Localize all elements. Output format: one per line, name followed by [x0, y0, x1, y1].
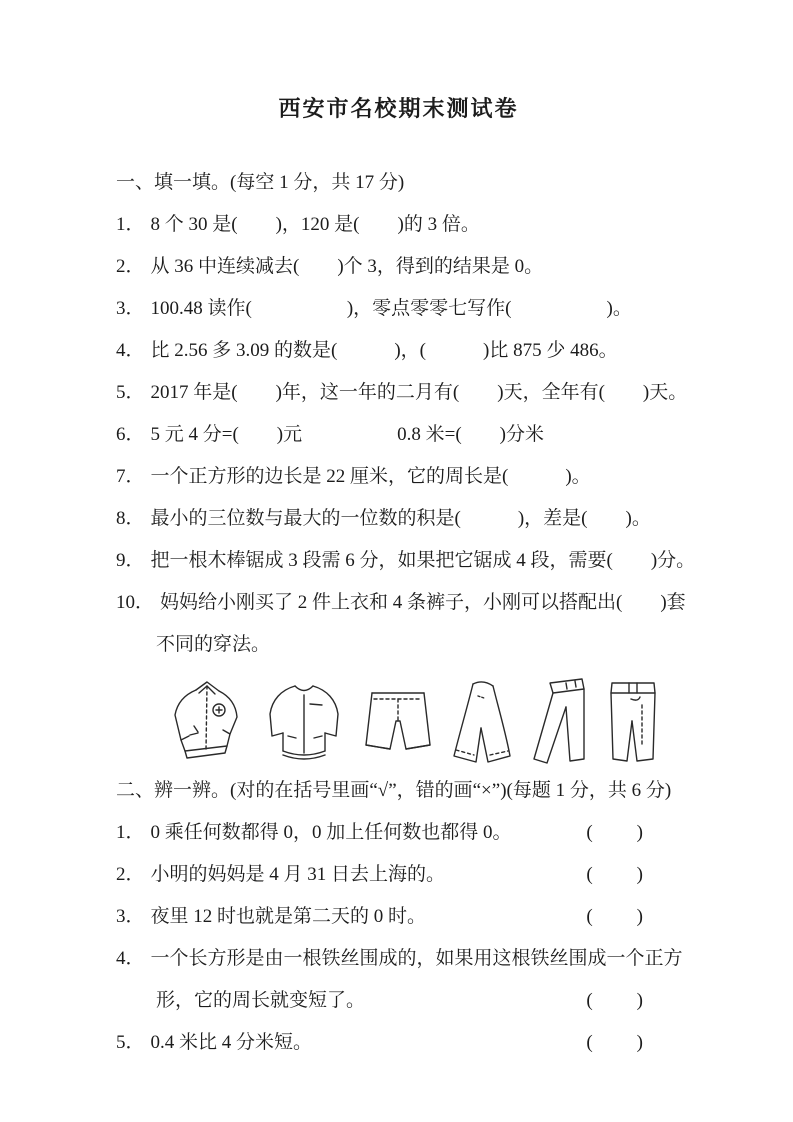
question-item: [116, 422, 681, 448]
question-number: 1．: [116, 214, 145, 235]
question-text: 妈妈给小刚买了 2 件上衣和 4 条裤子，小刚可以搭配出( )套: [160, 592, 686, 613]
question-number: 6．: [116, 424, 145, 445]
question-item: [116, 338, 681, 364]
shorts-image: [362, 681, 434, 763]
question-item: [116, 254, 681, 280]
question-text: 2017 年是( )年，这一年的二月有( )天，全年有( )天。: [150, 382, 688, 403]
question-text: 小明的妈妈是 4 月 31 日去上海的。: [150, 864, 446, 885]
question-number: 3．: [116, 298, 145, 319]
question-item: [116, 380, 688, 406]
question-item: [116, 904, 681, 930]
question-item: [116, 820, 681, 846]
answer-bracket: ( ): [586, 990, 645, 1011]
jacket-with-emblem-image: [166, 678, 246, 766]
answer-bracket: ( ): [586, 1032, 645, 1053]
flared-pants-image: [450, 676, 514, 768]
question-item: [116, 946, 681, 972]
question-text: 形，它的周长就变短了。: [156, 990, 366, 1011]
question-number: 4．: [116, 340, 145, 361]
question-text: 一个长方形是由一根铁丝围成的，如果用这根铁丝围成一个正方: [150, 948, 683, 969]
question-text-continuation-row: [116, 988, 681, 1014]
question-item: [116, 862, 681, 888]
question-number: 5．: [116, 1032, 145, 1053]
question-text: 8 个 30 是( )，120 是( )的 3 倍。: [150, 214, 480, 235]
question-item: [116, 464, 681, 490]
question-number: 10．: [116, 592, 155, 613]
section-2-heading: 二、辨一辨。(对的在括号里画“√”，错的画“×”)(每题 1 分，共 6 分): [116, 780, 672, 801]
question-text: 夜里 12 时也就是第二天的 0 时。: [150, 906, 427, 927]
question-text-continuation: 不同的穿法。: [156, 634, 271, 655]
question-number: 3．: [116, 906, 145, 927]
question-number: 9．: [116, 550, 145, 571]
answer-bracket: ( ): [586, 822, 645, 843]
question-number: 1．: [116, 822, 145, 843]
question-text: 一个正方形的边长是 22 厘米，它的周长是( )。: [150, 466, 591, 487]
question-item: [116, 590, 686, 616]
question-text: 5 元 4 分=( )元 0.8 米=( )分米: [150, 424, 545, 445]
clothing-images-row: [166, 674, 681, 770]
question-text: 100.48 读作( )，零点零零七写作( )。: [150, 298, 632, 319]
question-item: [116, 548, 696, 574]
question-text: 从 36 中连续减去( )个 3，得到的结果是 0。: [150, 256, 544, 277]
belted-pants-image: [604, 675, 662, 769]
question-number: 4．: [116, 948, 145, 969]
page-title: 西安市名校期末测试卷: [278, 96, 519, 121]
question-text: 比 2.56 多 3.09 的数是( )，( )比 875 少 486。: [150, 340, 618, 361]
question-number: 7．: [116, 466, 145, 487]
question-item: [116, 506, 681, 532]
question-text: 0.4 米比 4 分米短。: [150, 1032, 313, 1053]
question-text: 把一根木棒锯成 3 段需 6 分，如果把它锯成 4 段，需要( )分。: [150, 550, 696, 571]
question-number: 2．: [116, 864, 145, 885]
question-item: [116, 1030, 681, 1056]
question-number: 5．: [116, 382, 145, 403]
long-pants-image: [530, 675, 588, 769]
answer-bracket: ( ): [586, 906, 645, 927]
jacket-image: [262, 678, 346, 766]
section-1-heading: 一、填一填。(每空 1 分，共 17 分): [116, 172, 405, 193]
answer-bracket: ( ): [586, 864, 645, 885]
question-item: [116, 296, 681, 322]
question-number: 2．: [116, 256, 145, 277]
question-item: [116, 212, 681, 238]
question-text: 最小的三位数与最大的一位数的积是( )，差是( )。: [150, 508, 651, 529]
question-text: 0 乘任何数都得 0，0 加上任何数也都得 0。: [150, 822, 512, 843]
question-number: 8．: [116, 508, 145, 529]
